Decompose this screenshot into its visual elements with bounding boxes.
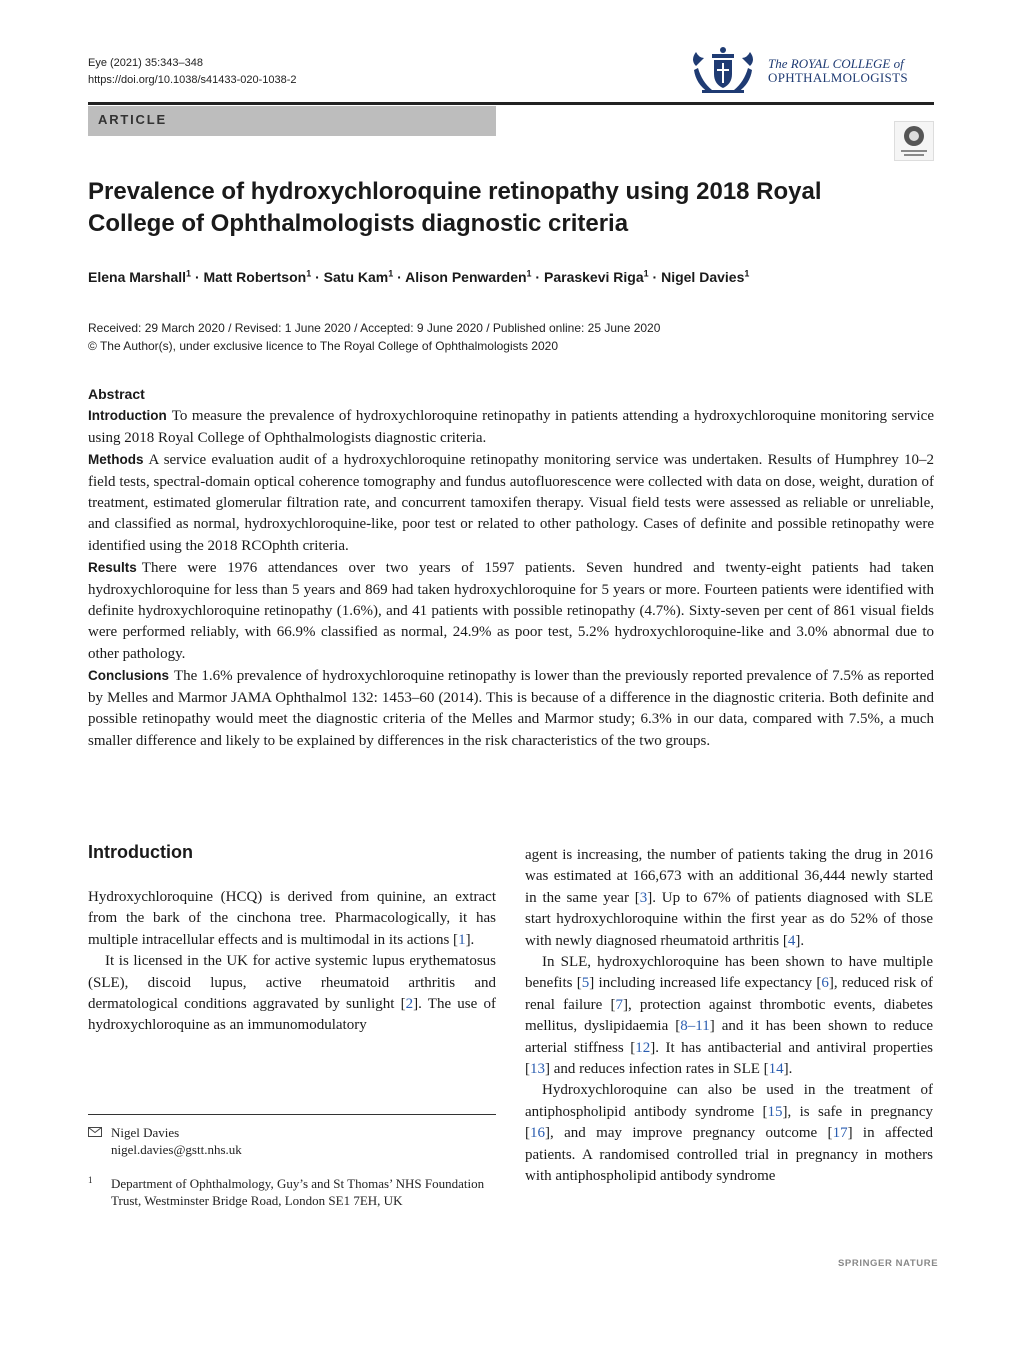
paragraph-text: ]. The use of hydroxychloroquine as an immunomodulatory	[88, 996, 496, 1034]
paragraph-text: Hydroxychloroquine (HCQ) is derived from quinine, an extract from the bark of the cinchona tree. Pharmacologically, it has multiple intracellular effects and is multimodal in its actions [	[88, 889, 496, 948]
paragraph-text: ].	[795, 932, 805, 949]
author-name[interactable]: Alison Penwarden	[405, 269, 527, 285]
citation-link[interactable]: 17	[832, 1125, 848, 1142]
author-name[interactable]: Nigel Davies	[661, 269, 745, 285]
publication-dates	[88, 319, 934, 355]
header-rule	[88, 102, 934, 105]
citation-link[interactable]: 14	[768, 1061, 784, 1078]
intro-paragraph	[525, 1080, 933, 1187]
author-affiliation-mark: 1	[306, 268, 312, 279]
paragraph-text: ].	[465, 931, 475, 948]
paragraph-text: ], protection against thrombotic events, diabetes mellitus, dyslipidaemia [	[525, 996, 933, 1035]
author-name[interactable]: Elena Marshall	[88, 269, 187, 285]
correspondence-note	[88, 1124, 496, 1158]
author-name[interactable]: Satu Kam	[323, 269, 389, 285]
abstract-text: The 1.6% prevalence of hydroxychloroquine retinopathy is lower than the previously reported prevalence of 7.5% as reported by Melles and Marmor JAMA Ophthalmol 132: 1453–60 (2014). This is because of a difference in the diagnostic criteria. Both definite and possible retinopathy would meet the diagnostic criteria of the Melles and Marmor study; 6.3% in our data, compared with 7.5%, a much smaller difference and likely to be explained by differences in the risk characteristics of the two groups.	[88, 668, 934, 749]
paragraph-text: ] in affected patients. A randomised controlled trial in pregnancy in mothers with antiphospholipid antibody syndrome	[525, 1125, 933, 1185]
author-name[interactable]: Matt Robertson	[203, 269, 307, 285]
citation-link[interactable]: 3	[639, 889, 648, 906]
abstract-label: Methods	[88, 452, 144, 468]
copyright-line: © The Author(s), under exclusive licence to The Royal College of Ophthalmologists 2020	[88, 339, 558, 353]
paragraph-text: agent is increasing, the number of patients taking the drug in 2016 was estimated at 166,673 with an additional 36,444 newly started in the same year [	[525, 847, 933, 906]
springer-nature-logo: SPRINGER NATURE	[838, 1258, 939, 1269]
abstract-label: Introduction	[88, 408, 167, 424]
abstract-text: To measure the prevalence of hydroxychloroquine retinopathy in patients attending a hydroxychloroquine monitoring service using 2018 Royal College of Ophthalmologists diagnostic criteria.	[88, 408, 934, 446]
paragraph-text: ]. It has antibacterial and antiviral properties [	[525, 1039, 934, 1078]
paragraph-text: ] and it has been shown to reduce arterial stiffness [	[525, 1018, 933, 1056]
author-separator: ·	[393, 269, 406, 285]
citation-link[interactable]: 8–11	[680, 1018, 710, 1035]
affiliation-note	[88, 1175, 496, 1209]
citation-link[interactable]: 16	[530, 1125, 545, 1142]
article-type-bar	[88, 106, 496, 136]
paragraph-text: ].	[783, 1061, 793, 1078]
citation-link[interactable]: 4	[787, 932, 796, 949]
abstract-results	[88, 557, 934, 665]
footnote-rule	[88, 1114, 496, 1115]
citation-link[interactable]: 13	[530, 1061, 545, 1078]
intro-paragraph	[525, 845, 933, 952]
abstract-label: Conclusions	[88, 668, 170, 684]
paragraph-text: ] and reduces infection rates in SLE [	[545, 1061, 769, 1078]
intro-paragraph	[88, 887, 496, 951]
abstract-text: A service evaluation audit of a hydroxychloroquine retinopathy monitoring service was undertaken. Results of Humphrey 10–2 field tests, spectral-domain optical coherence tomography and fundus autofluorescence were collected with data on dose, weight, duration of treatment, estimated glomerular filtration rate, and concurrent tamoxifen therapy. Visual field tests were assessed as reliable or unreliable, and classified as normal, hydroxychloroquine-like, poor test or related to other pathology. Cases of definite and possible retinopathy were identified using the 2018 RCOphth criteria.	[88, 452, 934, 554]
citation-link[interactable]: 15	[767, 1103, 783, 1120]
logo-line-2: OPHTHALMOLOGISTS	[768, 70, 908, 85]
paragraph-text: ], is safe in pregnancy [	[525, 1103, 933, 1142]
paragraph-text: ], and may improve pregnancy outcome [	[545, 1125, 833, 1142]
doi-link[interactable]: https://doi.org/10.1038/s41433-020-1038-2	[88, 74, 297, 86]
dates-line: Received: 29 March 2020 / Revised: 1 June 2020 / Accepted: 9 June 2020 / Published online: 25 June 2020	[88, 321, 661, 335]
intro-paragraph	[525, 952, 933, 1080]
crest-icon	[688, 46, 758, 96]
author-separator: ·	[311, 269, 324, 285]
author-affiliation-mark: 1	[186, 268, 192, 279]
article-type-label: ARTICLE	[98, 112, 167, 127]
abstract-label: Results	[88, 560, 137, 576]
check-for-updates-badge[interactable]	[894, 121, 934, 161]
check-updates-icon	[895, 122, 933, 160]
author-separator: ·	[648, 269, 662, 285]
paragraph-text: ], reduced risk of renal failure [	[525, 975, 933, 1013]
citation-link[interactable]: 2	[405, 996, 414, 1013]
logo-line-1: The ROYAL COLLEGE of	[768, 56, 904, 71]
paragraph-text: It is licensed in the UK for active systemic lupus erythematosus (SLE), discoid lupus, active rheumatoid arthritis and dermatological conditions aggravated by sunlight [	[88, 953, 496, 1013]
introduction-heading: Introduction	[88, 842, 193, 862]
author-separator: ·	[191, 269, 204, 285]
abstract-heading: Abstract	[88, 386, 145, 402]
envelope-icon	[88, 1127, 102, 1137]
intro-paragraph	[88, 951, 496, 1037]
abstract-text: There were 1976 attendances over two years of 1597 patients. Seven hundred and twenty-eight patients had taken hydroxychloroquine for less than 5 years and 869 had taken hydroxychloroquine for 5 years or more. Fourteen patients were identified with definite hydroxychloroquine retinopathy (1.6%), and 41 patients with possible retinopathy (4.7%). Sixty-seven per cent of 861 visual fields were performed reliably, with 66.9% classified as normal, 24.9% as poor test, 5.2% hydroxychloroquine-like and 3.0% abnormal due to other pathology.	[88, 560, 934, 662]
correspondence-email[interactable]: nigel.davies@gstt.nhs.uk	[111, 1142, 242, 1157]
affiliation-number: 1	[88, 1175, 93, 1185]
author-affiliation-mark: 1	[526, 268, 532, 279]
correspondence-name: Nigel Davies	[111, 1125, 180, 1140]
author-name[interactable]: Paraskevi Riga	[544, 269, 644, 285]
journal-citation: Eye (2021) 35:343–348	[88, 57, 203, 69]
paragraph-text: In SLE, hydroxychloroquine has been shown to have multiple benefits [	[525, 954, 933, 992]
citation-link[interactable]: 1	[458, 931, 466, 948]
article-title: Prevalence of hydroxychloroquine retinopathy using 2018 Royal College of Ophthalmologists diagnostic criteria	[88, 178, 822, 237]
author-affiliation-mark: 1	[744, 268, 750, 279]
author-list	[88, 266, 934, 288]
paragraph-text: ] including increased life expectancy [	[589, 975, 822, 992]
abstract	[88, 384, 934, 752]
author-affiliation-mark: 1	[388, 268, 394, 279]
author-separator: ·	[531, 269, 544, 285]
abstract-introduction	[88, 405, 934, 449]
citation-link[interactable]: 7	[615, 996, 623, 1013]
right-column	[525, 845, 933, 1188]
abstract-methods	[88, 449, 934, 557]
author-affiliation-mark: 1	[643, 268, 649, 279]
journal-reference	[88, 55, 297, 89]
citation-link[interactable]: 12	[635, 1039, 651, 1056]
paragraph-text: Hydroxychloroquine can also be used in the treatment of antiphospholipid antibody syndrome [	[525, 1082, 933, 1120]
citation-link[interactable]: 6	[821, 975, 829, 992]
paragraph-text: ]. Up to 67% of patients diagnosed with SLE start hydroxychloroquine within the first year as do 52% of those with newly diagnosed rheumatoid arthritis [	[525, 889, 933, 949]
abstract-conclusions	[88, 665, 934, 752]
affiliation-text: Department of Ophthalmology, Guy’s and St Thomas’ NHS Foundation Trust, Westminster Bridge Road, London SE1 7EH, UK	[111, 1176, 485, 1208]
left-column	[88, 887, 496, 1037]
citation-link[interactable]: 5	[581, 975, 590, 992]
rcophth-logo	[688, 46, 938, 96]
